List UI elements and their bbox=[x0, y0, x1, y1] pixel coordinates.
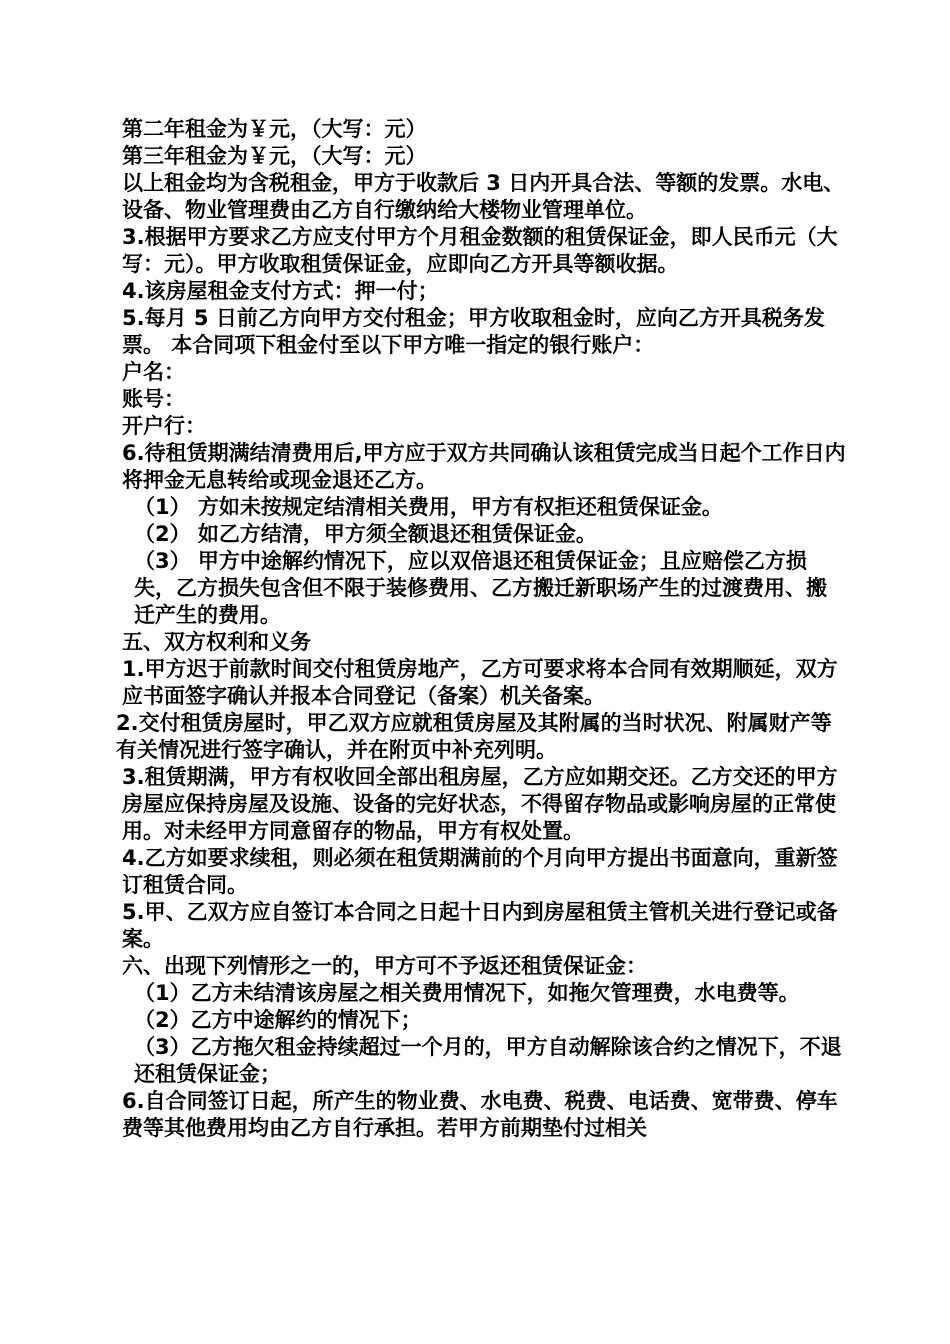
sub-clause: （3）乙方拖欠租金持续超过一个月的，甲方自动解除该合约之情况下，不退还租赁保证金； bbox=[134, 1035, 842, 1086]
sub-clause: （1）乙方未结清该房屋之相关费用情况下，如拖欠管理费，水电费等。 bbox=[134, 981, 800, 1005]
paragraph: 以上租金均为含税租金，甲方于收款后 3 日内开具合法、等额的发票。水电、设备、物业管理费由乙方自行缴纳给大楼物业管理单位。 bbox=[122, 171, 845, 222]
paragraph: 3.租赁期满，甲方有权收回全部出租房屋，乙方应如期交还。乙方交还的甲方房屋应保持房屋及设施、设备的完好状态，不得留存物品或影响房屋的正常使用。对未经甲方同意留存的物品，甲方有权处置。 bbox=[122, 765, 838, 843]
paragraph: 4.乙方如要求续租，则必须在租赁期满前的个月向甲方提出书面意向，重新签订租赁合同。 bbox=[122, 846, 838, 897]
account-number-line: 账号： bbox=[122, 387, 185, 411]
paragraph: 5.每月 5 日前乙方向甲方交付租金；甲方收取租金时，应向乙方开具税务发票。 本合同项下租金付至以下甲方唯一指定的银行账户： bbox=[122, 306, 825, 357]
sub-clause: （2） 如乙方结清，甲方须全额退还租赁保证金。 bbox=[134, 522, 597, 546]
paragraph: 1.甲方迟于前款时间交付租赁房地产，乙方可要求将本合同有效期顺延，双方应书面签字确认并报本合同登记（备案）机关备案。 bbox=[122, 657, 838, 708]
paragraph: 6.自合同签订日起，所产生的物业费、水电费、税费、电话费、宽带费、停车费等其他费用均由乙方自行承担。若甲方前期垫付过相关 bbox=[122, 1089, 838, 1140]
paragraph: 3.根据甲方要求乙方应支付甲方个月租金数额的租赁保证金，即人民币元（大写：元）。甲方收取租赁保证金，应即向乙方开具等额收据。 bbox=[122, 225, 838, 276]
paragraph: 第三年租金为￥元，（大写：元） bbox=[122, 144, 427, 168]
sub-clause: （2）乙方中途解约的情况下； bbox=[134, 1008, 422, 1032]
paragraph: 第二年租金为￥元，（大写：元） bbox=[122, 117, 427, 141]
paragraph: 6.待租赁期满结清费用后,甲方应于双方共同确认该租赁完成当日起个工作日内将押金无息转给或现金退还乙方。 bbox=[122, 441, 846, 492]
section-heading: 六、出现下列情形之一的，甲方可不予返还租赁保证金： bbox=[122, 954, 647, 978]
sub-clause: （3） 甲方中途解约情况下，应以双倍退还租赁保证金；且应赔偿乙方损失，乙方损失包含但不限于装修费用、乙方搬迁新职场产生的过渡费用、搬迁产生的费用。 bbox=[134, 549, 827, 627]
bank-line: 开户行： bbox=[122, 414, 206, 438]
account-name-line: 户名： bbox=[122, 360, 185, 384]
sub-clause: （1） 方如未按规定结清相关费用，甲方有权拒还租赁保证金。 bbox=[134, 495, 723, 519]
section-heading: 五、双方权利和义务 bbox=[122, 630, 311, 654]
paragraph: 4.该房屋租金支付方式：押一付； bbox=[122, 279, 439, 303]
paragraph: 5.甲、乙双方应自签订本合同之日起十日内到房屋租赁主管机关进行登记或备案。 bbox=[122, 900, 838, 951]
paragraph: 2.交付租赁房屋时，甲乙双方应就租赁房屋及其附属的当时状况、附属财产等有关情况进行签字确认，并在附页中补充列明。 bbox=[116, 711, 832, 762]
contract-body bbox=[116, 116, 846, 1142]
